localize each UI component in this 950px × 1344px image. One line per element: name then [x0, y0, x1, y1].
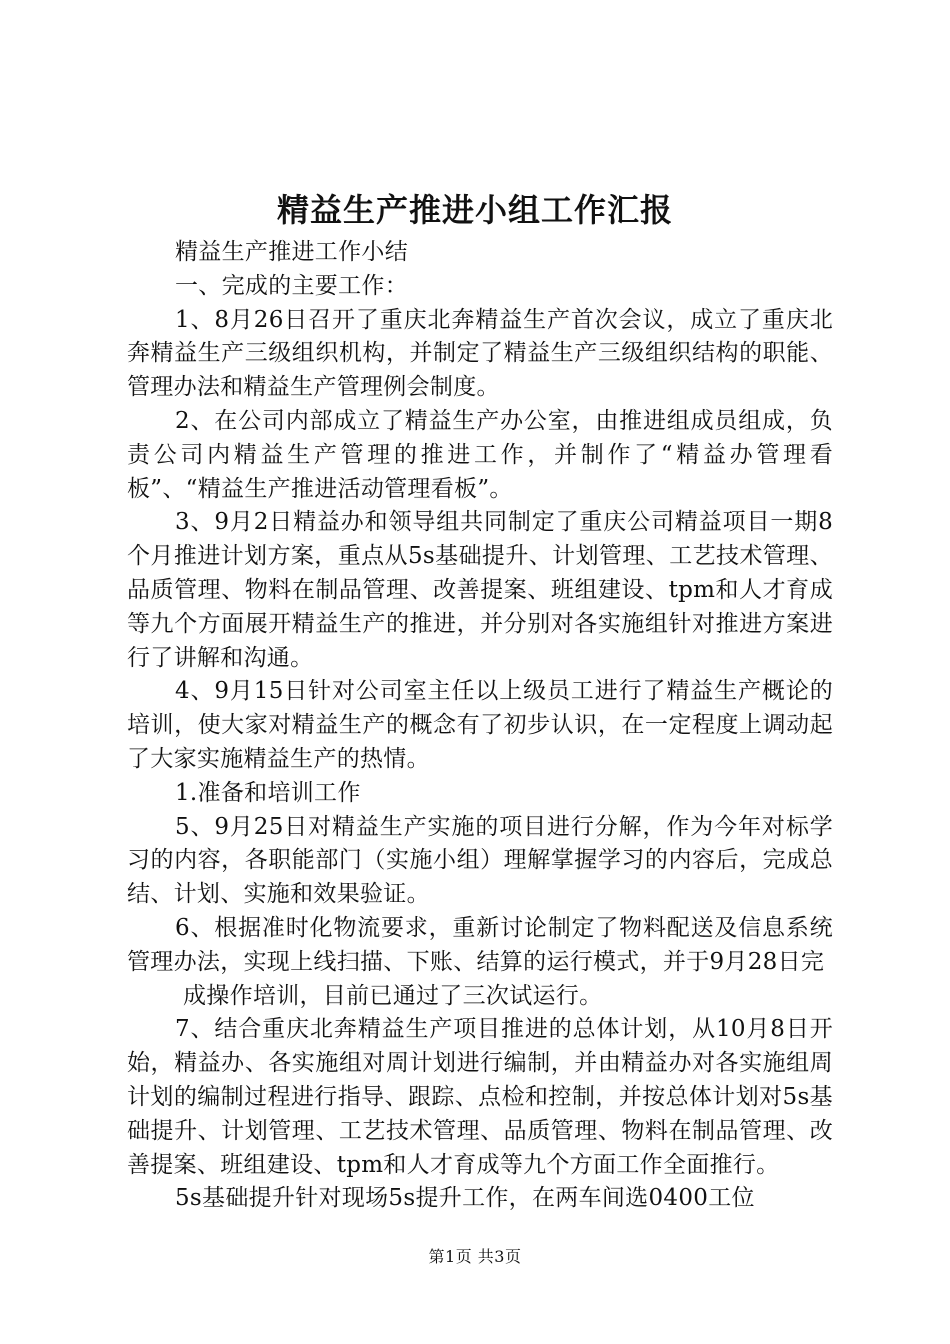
paragraph-item-1: 1、8月26日召开了重庆北奔精益生产首次会议，成立了重庆北奔精益生产三级组织机构，并制定了精益生产三级组织结构的职能、管理办法和精益生产管理例会制度。	[127, 306, 833, 401]
paragraph-item-6: 6、根据准时化物流要求，重新讨论制定了物料配送及信息系统管理办法，实现上线扫描、下账、结算的运行模式，并于9月28日完	[127, 914, 833, 975]
document-body	[127, 236, 833, 1216]
paragraph-item-2: 2、在公司内部成立了精益生产办公室，由推进组成员组成，负责公司内精益生产管理的推进工作，并制作了“精益办管理看板”、“精益生产推进活动管理看板”。	[127, 407, 833, 502]
paragraph-subheading-training: 1.准备和培训工作	[175, 779, 361, 806]
paragraph-item-3: 3、9月2日精益办和领导组共同制定了重庆公司精益项目一期8个月推进计划方案，重点从5s基础提升、计划管理、工艺技术管理、品质管理、物料在制品管理、改善提案、班组建设、tpm和人才育成等九个方面展开精益生产的推进，并分别对各实施组针对推进方案进行了讲解和沟通。	[127, 509, 833, 671]
paragraph-5s-intro: 5s基础提升针对现场5s提升工作，在两车间选0400工位	[175, 1185, 755, 1212]
paragraph-item-6-continued: 成操作培训，目前已通过了三次试运行。	[183, 982, 603, 1009]
paragraph-item-4: 4、9月15日针对公司室主任以上级员工进行了精益生产概论的培训，使大家对精益生产的概念有了初步认识，在一定程度上调动起了大家实施精益生产的热情。	[127, 678, 833, 772]
paragraph-summary-heading: 精益生产推进工作小结	[175, 239, 408, 265]
paragraph-item-5: 5、9月25日对精益生产实施的项目进行分解，作为今年对标学习的内容，各职能部门（实施小组）理解掌握学习的内容后，完成总结、计划、实施和效果验证。	[127, 813, 833, 908]
paragraph-section-heading: 一、完成的主要工作：	[175, 272, 408, 299]
document-title: 精益生产推进小组工作汇报	[276, 191, 673, 229]
paragraph-item-7: 7、结合重庆北奔精益生产项目推进的总体计划，从10月8日开始，精益办、各实施组对周计划进行编制，并由精益办对各实施组周计划的编制过程进行指导、跟踪、点检和控制，并按总体计划对5s基础提升、计划管理、工艺技术管理、品质管理、物料在制品管理、改善提案、班组建设、tpm和人才育成等九个方面工作全面推行。	[127, 1016, 833, 1178]
page-footer: 第1页 共3页	[428, 1247, 522, 1266]
